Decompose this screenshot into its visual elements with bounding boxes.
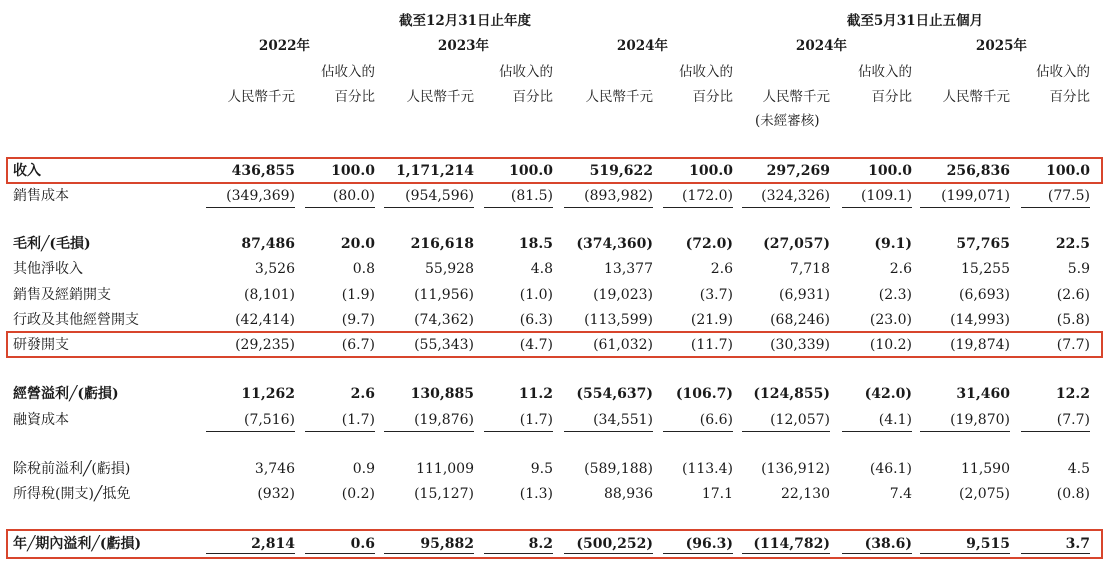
table-cell: 18.5 <box>518 236 553 252</box>
table-cell: (589,188) <box>584 461 653 477</box>
table-cell: 9,515 <box>966 536 1010 552</box>
row-label: 經營溢利╱(虧損) <box>13 386 119 402</box>
column-header-rmb: 人民幣千元 <box>942 89 1010 105</box>
table-cell: 0.6 <box>350 536 375 552</box>
table-cell: 100.0 <box>689 163 733 179</box>
table-cell: (3.7) <box>699 287 733 303</box>
column-header-rmb: 人民幣千元 <box>227 89 295 105</box>
table-cell: (109.1) <box>860 188 912 204</box>
table-cell: 20.0 <box>340 236 375 252</box>
table-cell: 31,460 <box>956 386 1010 402</box>
row-label: 銷售及經銷開支 <box>13 287 111 303</box>
table-cell: (6.3) <box>519 312 553 328</box>
column-year: 2025年 <box>975 38 1027 54</box>
table-cell: (27,057) <box>763 236 830 252</box>
table-cell: (554,637) <box>576 386 653 402</box>
table-cell: (14,993) <box>950 312 1010 328</box>
table-cell: (199,071) <box>941 188 1010 204</box>
table-cell: (106.7) <box>675 386 733 402</box>
table-cell: (4.1) <box>878 412 912 428</box>
underline-rule <box>1021 431 1090 432</box>
table-cell: (10.2) <box>869 337 912 353</box>
table-cell: (38.6) <box>864 536 912 552</box>
column-header-pct: 佔收入的 <box>321 64 375 80</box>
column-year: 2023年 <box>437 38 489 54</box>
table-cell: (19,874) <box>950 337 1010 353</box>
column-header-rmb: 人民幣千元 <box>762 89 830 105</box>
row-label: 銷售成本 <box>13 188 69 204</box>
table-cell: (23.0) <box>869 312 912 328</box>
row-label: 融資成本 <box>13 412 69 428</box>
table-cell: (96.3) <box>685 536 733 552</box>
table-cell: (2,075) <box>958 486 1010 502</box>
table-cell: (77.5) <box>1047 188 1090 204</box>
underline-rule <box>305 207 375 208</box>
table-cell: 95,882 <box>420 536 474 552</box>
table-cell: 297,269 <box>766 163 830 179</box>
column-header-pct: 百分比 <box>692 89 733 105</box>
underline-rule <box>920 207 1010 208</box>
table-cell: (29,235) <box>235 337 295 353</box>
table-cell: (7.7) <box>1056 412 1090 428</box>
table-cell: (4.7) <box>519 337 553 353</box>
table-cell: 4.8 <box>530 261 553 277</box>
table-cell: (5.8) <box>1056 312 1090 328</box>
table-cell: 9.5 <box>530 461 553 477</box>
table-cell: 111,009 <box>416 461 474 477</box>
row-label: 年╱期內溢利╱(虧損) <box>13 536 142 552</box>
table-cell: (34,551) <box>593 412 653 428</box>
table-cell: (30,339) <box>770 337 830 353</box>
table-cell: (500,252) <box>576 536 653 552</box>
column-header-pct: 佔收入的 <box>1036 64 1090 80</box>
table-cell: (7,516) <box>243 412 295 428</box>
table-cell: 3.7 <box>1065 536 1090 552</box>
table-cell: (6.7) <box>341 337 375 353</box>
table-cell: (19,023) <box>593 287 653 303</box>
highlight-box <box>6 529 1103 559</box>
column-year: 2022年 <box>258 38 310 54</box>
underline-rule <box>742 431 830 432</box>
table-cell: (374,360) <box>576 236 653 252</box>
table-cell: 87,486 <box>241 236 295 252</box>
table-cell: (6,693) <box>958 287 1010 303</box>
row-label: 研發開支 <box>13 337 69 353</box>
table-cell: 100.0 <box>1046 163 1090 179</box>
table-cell: (1.7) <box>519 412 553 428</box>
table-cell: (954,596) <box>405 188 474 204</box>
table-cell: (42.0) <box>864 386 912 402</box>
unaudited-note: (未經審核) <box>755 113 820 129</box>
table-cell: (42,414) <box>235 312 295 328</box>
table-cell: (114,782) <box>753 536 830 552</box>
table-cell: (81.5) <box>510 188 553 204</box>
table-cell: 0.8 <box>352 261 375 277</box>
highlight-box <box>6 331 1103 358</box>
underline-rule <box>384 431 474 432</box>
table-cell: (0.8) <box>1056 486 1090 502</box>
underline-rule <box>305 431 375 432</box>
underline-rule <box>484 207 553 208</box>
table-cell: (172.0) <box>681 188 733 204</box>
table-cell: (113,599) <box>584 312 653 328</box>
underline-rule <box>206 207 295 208</box>
table-cell: (893,982) <box>584 188 653 204</box>
underline-rule <box>564 207 653 208</box>
table-cell: (349,369) <box>226 188 295 204</box>
underline-rule <box>484 431 553 432</box>
underline-rule <box>663 207 733 208</box>
table-cell: (11,956) <box>414 287 474 303</box>
column-header-pct: 百分比 <box>512 89 553 105</box>
underline-rule <box>1021 207 1090 208</box>
table-cell: 12.2 <box>1055 386 1090 402</box>
underline-rule <box>842 431 912 432</box>
table-cell: 22.5 <box>1055 236 1090 252</box>
table-cell: (19,870) <box>950 412 1010 428</box>
table-cell: 22,130 <box>781 486 830 502</box>
table-cell: (12,057) <box>770 412 830 428</box>
table-cell: (1.7) <box>341 412 375 428</box>
table-cell: (1.0) <box>519 287 553 303</box>
table-cell: 2.6 <box>710 261 733 277</box>
column-header-rmb: 人民幣千元 <box>406 89 474 105</box>
underline-rule <box>842 207 912 208</box>
table-cell: (11.7) <box>690 337 733 353</box>
table-cell: 3,746 <box>254 461 295 477</box>
table-cell: 100.0 <box>509 163 553 179</box>
table-cell: (72.0) <box>685 236 733 252</box>
table-cell: 5.9 <box>1067 261 1090 277</box>
table-cell: 100.0 <box>331 163 375 179</box>
row-label: 所得稅(開支)╱抵免 <box>13 486 131 502</box>
table-cell: (9.1) <box>874 236 912 252</box>
table-cell: (324,326) <box>761 188 830 204</box>
underline-rule <box>384 207 474 208</box>
column-year: 2024年 <box>616 38 668 54</box>
table-cell: 256,836 <box>946 163 1010 179</box>
table-cell: 519,622 <box>589 163 653 179</box>
table-cell: (7.7) <box>1056 337 1090 353</box>
table-cell: (8,101) <box>243 287 295 303</box>
group-title-year: 截至12月31日止年度 <box>398 13 532 29</box>
underline-rule <box>663 431 733 432</box>
table-cell: 2.6 <box>889 261 912 277</box>
table-cell: (124,855) <box>753 386 830 402</box>
table-cell: (46.1) <box>869 461 912 477</box>
table-cell: 55,928 <box>425 261 474 277</box>
row-label: 其他淨收入 <box>13 261 83 277</box>
table-cell: 4.5 <box>1067 461 1090 477</box>
table-cell: (113.4) <box>681 461 733 477</box>
table-cell: (1.9) <box>341 287 375 303</box>
row-label: 行政及其他經營開支 <box>13 312 139 328</box>
table-cell: 13,377 <box>604 261 653 277</box>
table-cell: 436,855 <box>231 163 295 179</box>
table-cell: 15,255 <box>961 261 1010 277</box>
table-cell: (1.3) <box>519 486 553 502</box>
table-cell: (6,931) <box>778 287 830 303</box>
row-label: 收入 <box>13 163 41 179</box>
table-cell: (68,246) <box>770 312 830 328</box>
table-cell: (2.6) <box>1056 287 1090 303</box>
table-cell: 7,718 <box>789 261 830 277</box>
table-cell: 2.6 <box>350 386 375 402</box>
table-cell: 11,590 <box>961 461 1010 477</box>
column-header-pct: 佔收入的 <box>499 64 553 80</box>
column-header-pct: 佔收入的 <box>679 64 733 80</box>
highlight-box <box>6 157 1103 184</box>
table-cell: (2.3) <box>878 287 912 303</box>
underline-rule <box>920 431 1010 432</box>
table-cell: 100.0 <box>868 163 912 179</box>
table-cell: (932) <box>257 486 295 502</box>
group-title-five-months: 截至5月31日止五個月 <box>846 13 984 29</box>
underline-rule <box>742 207 830 208</box>
table-cell: 130,885 <box>410 386 474 402</box>
table-cell: (74,362) <box>414 312 474 328</box>
table-cell: 7.4 <box>889 486 912 502</box>
table-cell: (21.9) <box>690 312 733 328</box>
table-cell: 88,936 <box>604 486 653 502</box>
table-cell: (19,876) <box>414 412 474 428</box>
underline-rule <box>564 431 653 432</box>
underline-rule <box>206 431 295 432</box>
column-year: 2024年 <box>795 38 847 54</box>
table-cell: (61,032) <box>593 337 653 353</box>
table-cell: 2,814 <box>251 536 295 552</box>
row-label: 毛利╱(毛損) <box>13 236 91 252</box>
column-header-rmb: 人民幣千元 <box>585 89 653 105</box>
table-cell: (6.6) <box>699 412 733 428</box>
table-cell: 11,262 <box>241 386 295 402</box>
table-cell: (0.2) <box>341 486 375 502</box>
table-cell: (55,343) <box>414 337 474 353</box>
table-cell: 1,171,214 <box>396 163 474 179</box>
table-cell: (9.7) <box>341 312 375 328</box>
table-cell: 8.2 <box>528 536 553 552</box>
table-cell: (136,912) <box>761 461 830 477</box>
column-header-pct: 佔收入的 <box>858 64 912 80</box>
table-cell: 11.2 <box>518 386 553 402</box>
row-label: 除稅前溢利╱(虧損) <box>13 461 131 477</box>
table-cell: 57,765 <box>956 236 1010 252</box>
table-cell: 216,618 <box>410 236 474 252</box>
table-cell: (80.0) <box>332 188 375 204</box>
table-cell: 0.9 <box>352 461 375 477</box>
column-header-pct: 百分比 <box>871 89 912 105</box>
table-cell: 17.1 <box>701 486 733 502</box>
table-cell: 3,526 <box>254 261 295 277</box>
column-header-pct: 百分比 <box>1049 89 1090 105</box>
column-header-pct: 百分比 <box>334 89 375 105</box>
table-cell: (15,127) <box>414 486 474 502</box>
